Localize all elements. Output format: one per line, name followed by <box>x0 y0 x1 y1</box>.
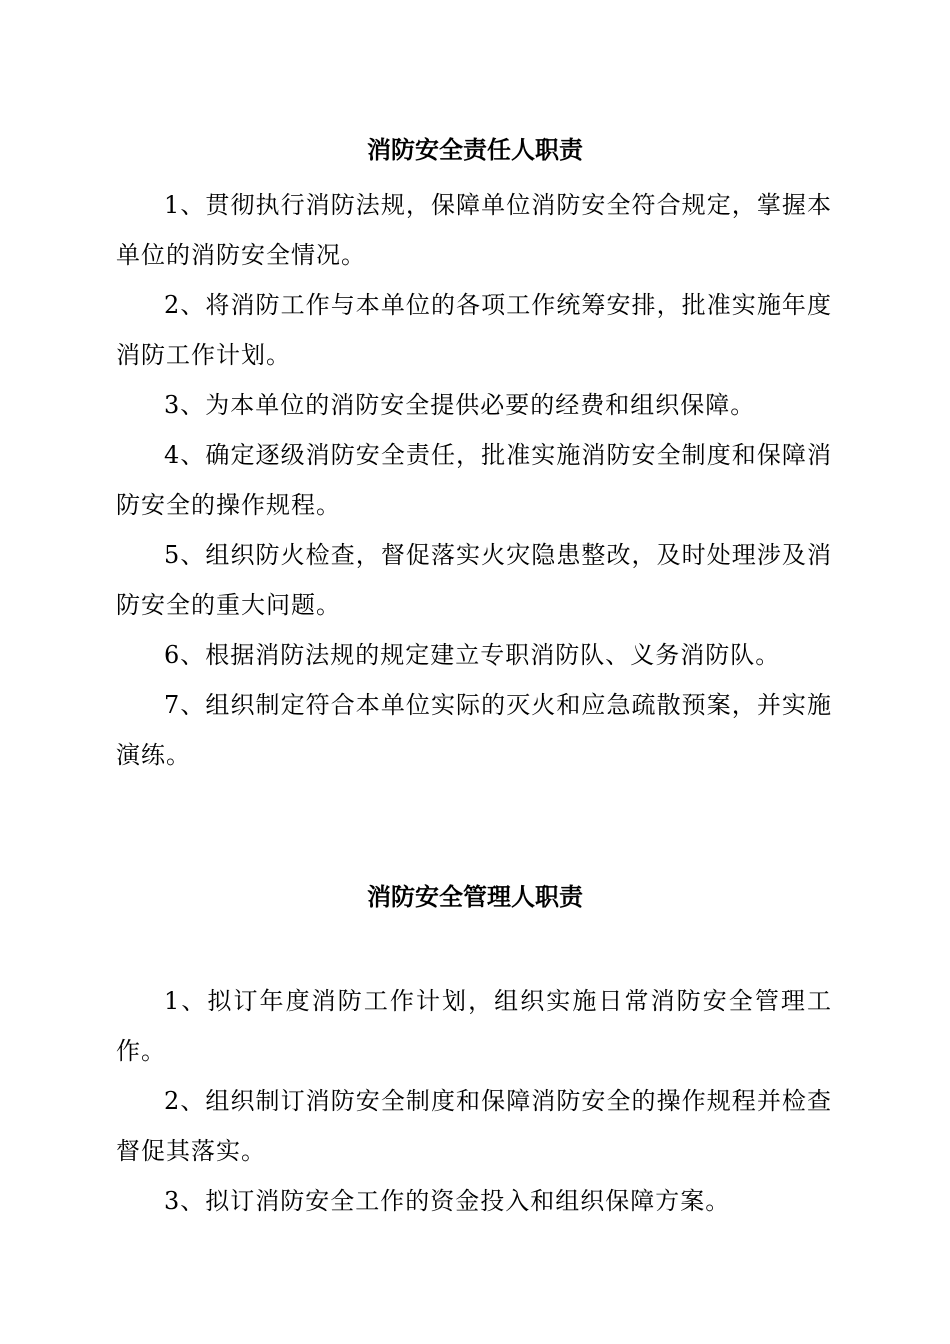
list-item: 1、拟订年度消防工作计划，组织实施日常消防安全管理工作。 <box>116 987 832 1065</box>
responsibility-list-responsible-person <box>116 180 832 780</box>
list-item: 3、拟订消防安全工作的资金投入和组织保障方案。 <box>164 1187 731 1215</box>
responsibility-list-manager <box>116 976 832 1226</box>
list-item: 6、根据消防法规的规定建立专职消防队、义务消防队。 <box>164 641 781 669</box>
list-item: 3、为本单位的消防安全提供必要的经费和组织保障。 <box>164 391 756 419</box>
section-title-responsible-person: 消防安全责任人职责 <box>367 135 583 164</box>
list-item: 4、确定逐级消防安全责任，批准实施消防安全制度和保障消防安全的操作规程。 <box>116 441 832 519</box>
list-item: 2、组织制订消防安全制度和保障消防安全的操作规程并检查督促其落实。 <box>116 1087 832 1165</box>
list-item: 2、将消防工作与本单位的各项工作统筹安排，批准实施年度消防工作计划。 <box>116 291 832 369</box>
list-item: 5、组织防火检查，督促落实火灾隐患整改，及时处理涉及消防安全的重大问题。 <box>116 541 832 619</box>
section-title-manager: 消防安全管理人职责 <box>367 882 583 911</box>
list-item: 7、组织制定符合本单位实际的灭火和应急疏散预案，并实施演练。 <box>116 691 832 769</box>
list-item: 1、贯彻执行消防法规，保障单位消防安全符合规定，掌握本单位的消防安全情况。 <box>116 191 832 269</box>
